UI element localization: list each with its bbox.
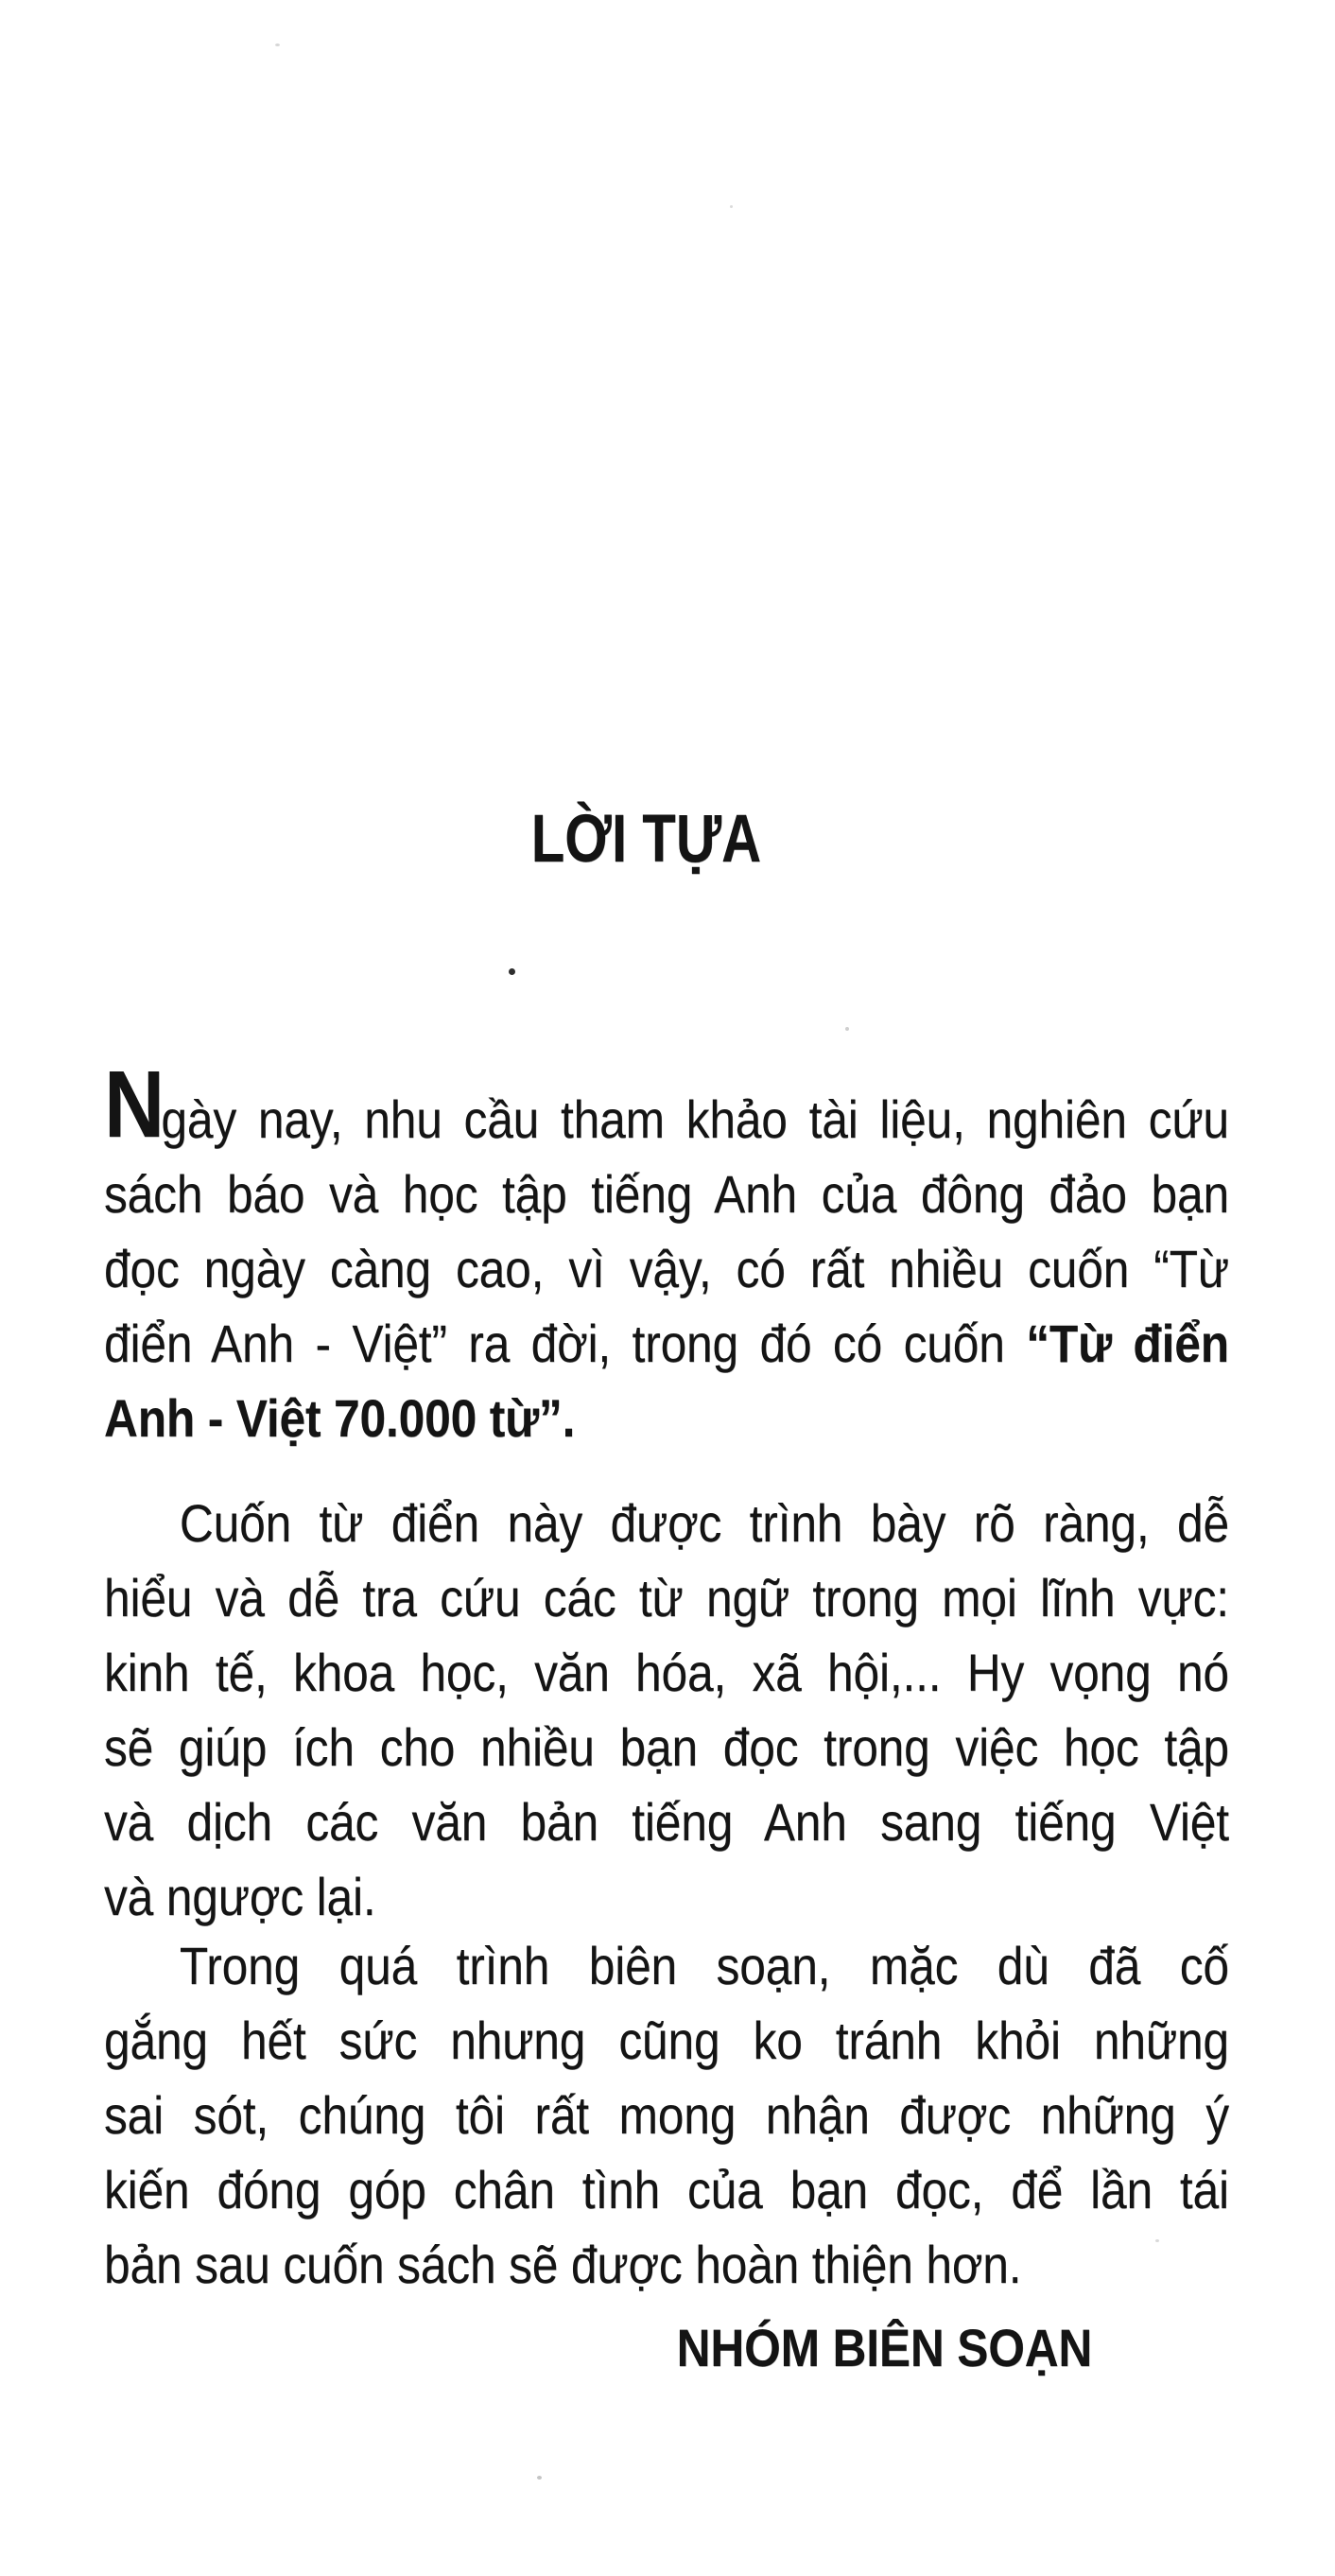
body-line: kiến đóng góp chân tình của bạn đọc, để lần tái (104, 2160, 1229, 2219)
body-line: Trong quá trình biên soạn, mặc dù đã cố (179, 1936, 1229, 1995)
body-line: gắng hết sức nhưng cũng ko tránh khỏi những (104, 2010, 1229, 2070)
body-text: điển Anh - Việt” ra đời, trong đó có cuốn (104, 1314, 1027, 1373)
body-line: sai sót, chúng tôi rất mong nhận được những ý (104, 2085, 1229, 2145)
body-line (104, 1381, 1229, 1455)
page-title-text: LỜI TỰA (530, 802, 761, 877)
body-line: Cuốn từ điển này được trình bày rõ ràng, dễ (179, 1493, 1229, 1553)
scan-speck (730, 205, 733, 208)
body-line: và ngược lại. (104, 1867, 376, 1926)
book-title-bold: “Từ điển (1026, 1314, 1229, 1373)
scan-speck (1155, 2239, 1159, 2242)
author-signature: NHÓM BIÊN SOẠN (676, 2318, 1093, 2377)
drop-cap-letter: N (104, 1052, 165, 1157)
book-title-bold: Anh - Việt 70.000 từ”. (104, 1388, 576, 1448)
body-line: và dịch các văn bản tiếng Anh sang tiếng Việt (104, 1792, 1229, 1852)
body-line: gày nay, nhu cầu tham khảo tài liệu, nghiên cứu (161, 1089, 1229, 1149)
text-column (104, 0, 1229, 2576)
scan-speck (275, 44, 280, 46)
scan-speck (537, 2476, 542, 2480)
paragraph-3 (104, 1928, 1229, 2302)
body-line (104, 1306, 1229, 1381)
body-line: bản sau cuốn sách sẽ được hoàn thiện hơn. (104, 2235, 1022, 2294)
body-line: kinh tế, khoa học, văn hóa, xã hội,... Hy vọng nó (104, 1643, 1229, 1702)
ink-dot (509, 968, 515, 975)
body-line: sẽ giúp ích cho nhiều bạn đọc trong việc học tập (104, 1717, 1229, 1777)
paragraph-1 (104, 1082, 1229, 1455)
body-line: đọc ngày càng cao, vì vậy, có rất nhiều cuốn “Từ (104, 1239, 1229, 1298)
body-line: sách báo và học tập tiếng Anh của đông đảo bạn (104, 1164, 1229, 1224)
scan-speck (845, 1027, 849, 1031)
body-line: hiểu và dễ tra cứu các từ ngữ trong mọi lĩnh vực: (104, 1568, 1229, 1627)
paragraph-2 (104, 1486, 1229, 1934)
